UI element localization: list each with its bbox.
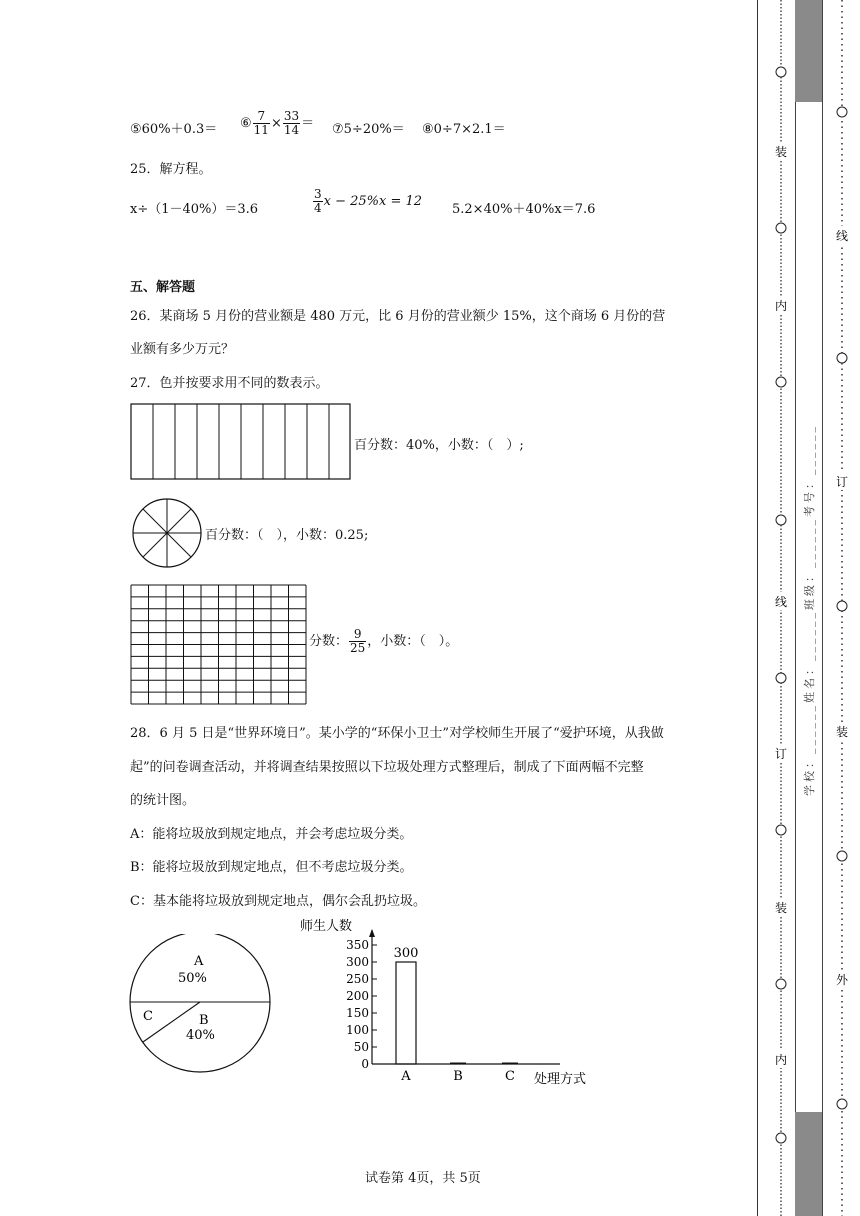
q27-row-3-text: 分数： $\frac{9}{25}$ ，小数：（ ）。 [309,627,459,655]
q26-line-2: 业额有多少万元？ [130,342,235,357]
fraction-9-25: $\frac{9}{25}$ [350,627,366,655]
bar-category-label: B [453,1069,463,1084]
ten-column-rectangle [130,403,352,481]
inner-label-1: 装 [774,145,788,159]
outer-label-1: 线 [835,229,849,243]
student-info-text: 学校：______姓名：______班级：______考号：______ [803,424,816,796]
outer-cut-line [830,0,854,1216]
binding-gray-bar-bottom [795,1112,823,1216]
binding-strip-right-edge [822,0,823,1216]
binding-border-line [757,0,758,1216]
q28-option-c: C：基本能将垃圾放到规定地点，偶尔会乱扔垃圾。 [130,894,426,909]
bar-y-tick-label: 200 [346,989,369,1003]
fraction-7-11: $\frac{7}{11}$ [253,109,269,137]
pie-percent-a: 50% [178,971,207,986]
bar-y-tick-label: 150 [346,1006,369,1020]
bar-a [396,962,416,1064]
calc-item-8: ⑧0÷7×2.1＝ [422,122,506,137]
column-dividers [153,404,329,479]
outer-label-4: 外 [835,973,849,987]
calc-item-7: ⑦5÷20%＝ [332,122,405,137]
q28-option-b: B：能将垃圾放到规定地点，但不考虑垃圾分类。 [130,860,413,875]
q28-line-1: 28．6 月 5 日是“世界环境日”。某小学的“环保小卫士”对学校师生开展了“爱护环境，从我做 [130,726,664,741]
eight-sector-circle [130,497,206,569]
page-footer: 试卷第 4页，共 5页 [365,1171,481,1186]
q25-equation-3: 5.2×40%＋40%x＝7.6 [452,202,596,217]
bar-y-tick-label: 300 [346,955,369,969]
outer-label-3: 装 [835,725,849,739]
bar-y-tick-label: 0 [361,1057,369,1071]
fraction-33-14: $\frac{33}{14}$ [283,109,300,137]
bar-chart [296,912,606,1090]
bar-y-tick-label: 350 [346,938,369,952]
inner-label-4: 订 [774,747,788,761]
q25-equation-1: x÷（1－40%）＝3.6 [130,202,259,217]
outer-label-2: 订 [835,475,849,489]
pie-label-b: B [199,1013,209,1028]
q28-line-3: 的统计图。 [130,793,196,808]
inner-label-6: 内 [774,1053,788,1067]
q28-line-2: 起”的问卷调查活动，并将调查结果按照以下垃圾处理方式整理后，制成了下面两幅不完整 [130,760,644,775]
inner-cut-line [770,0,792,1216]
q27-title: 27．色并按要求用不同的数表示。 [130,376,329,391]
q27-row-2-text: 百分数：（ ），小数：0.25; [205,528,369,543]
bar-x-axis-label: 处理方式 [534,1072,587,1087]
bar-data-label: 300 [393,946,419,961]
bar-y-tick-label: 250 [346,972,369,986]
inner-label-5: 装 [774,901,788,915]
q28-option-a: A：能将垃圾放到规定地点，并会考虑垃圾分类。 [130,827,413,842]
q27-row-1-text: 百分数：40%，小数：（ ）; [354,438,524,453]
q25-equation-2: $\frac{3}{4}$ x − 25%x = 12 [314,187,423,215]
pie-chart [128,934,274,1074]
bar-category-label: A [401,1069,411,1084]
calc-item-6: ⑥ $\frac{7}{11}$ × $\frac{33}{14}$ ＝ [240,109,315,137]
calc-item-5: ⑤60%＋0.3＝ [130,122,218,137]
bar-y-axis-arrow [369,929,375,937]
calc-item-6-prefix: ⑥ [240,116,252,131]
pie-label-c: C [143,1009,153,1024]
inner-label-2: 内 [774,299,788,313]
student-info-strip [802,400,816,820]
bar-category-label: C [505,1069,515,1084]
pie-percent-b: 40% [186,1028,215,1043]
hundred-square-grid [130,584,308,706]
q25-title: 25．解方程。 [130,162,212,177]
binding-gray-bar-top [795,0,823,102]
inner-label-3: 线 [774,595,788,609]
q26-line-1: 26．某商场 5 月份的营业额是 480 万元，比 6 月份的营业额少 15%，这个商场 6 月份的营 [130,309,666,324]
pie-label-a: A [194,954,204,969]
binding-strip-left-edge [795,102,796,1112]
bar-y-tick-label: 50 [353,1040,369,1054]
section-5-title: 五、解答题 [130,280,196,295]
bar-y-tick-label: 100 [346,1023,369,1037]
bar-y-axis-label: 师生人数 [300,919,353,934]
